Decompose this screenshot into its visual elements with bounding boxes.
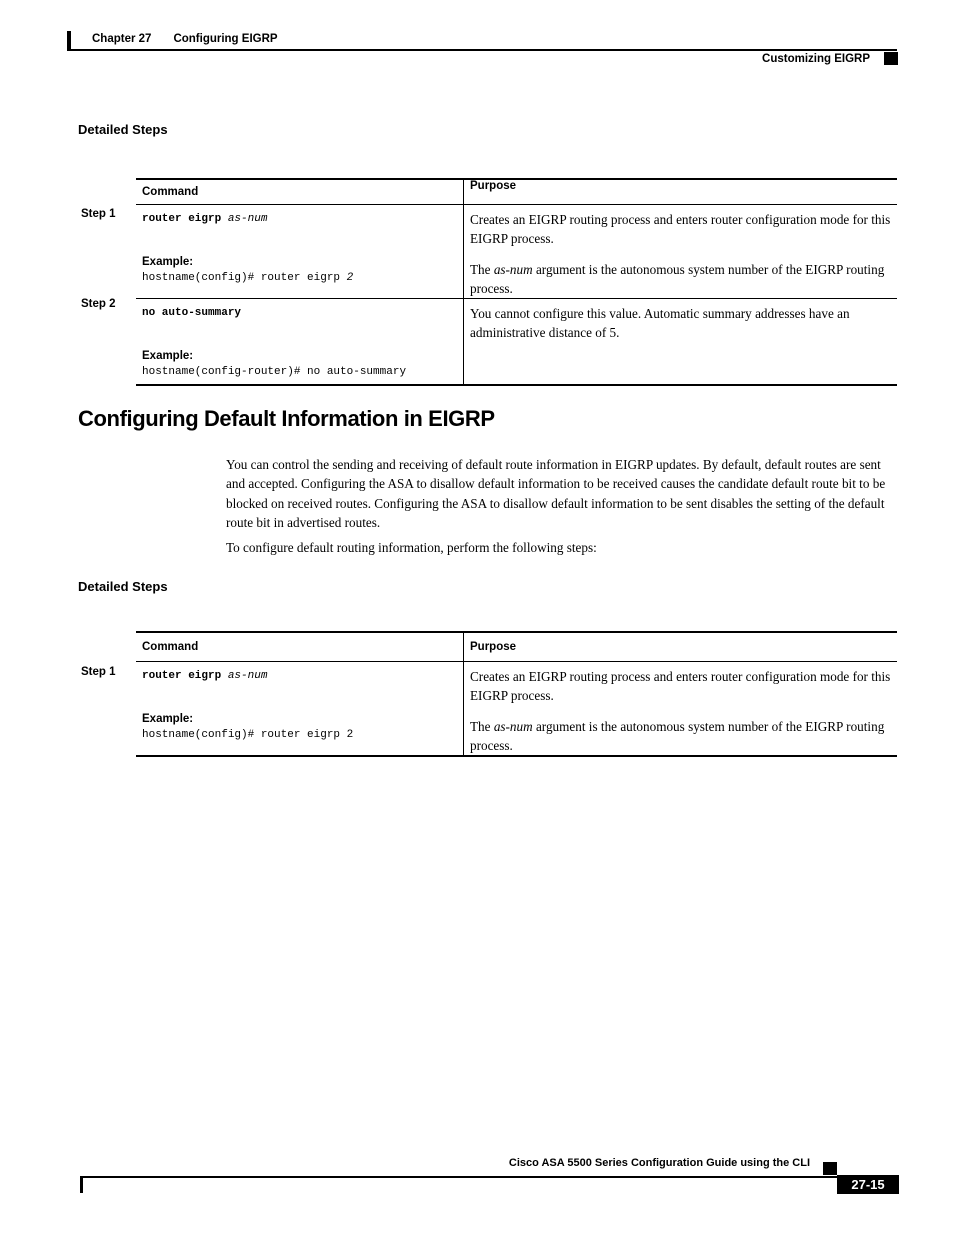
- step-label-2: Step 2: [81, 298, 116, 310]
- steps-table-2: [136, 631, 897, 757]
- column-header-command: Command: [136, 633, 463, 662]
- section-title: Configuring Default Information in EIGRP: [78, 406, 495, 431]
- purpose-text: The: [470, 261, 494, 277]
- example-code-text: hostname(config)# router eigrp 2: [142, 729, 354, 741]
- footer-rule: [80, 1176, 837, 1178]
- section-paragraph-2: To configure default routing information, perform the following steps:: [226, 540, 597, 555]
- page-number-box: 27-15: [837, 1175, 899, 1194]
- section-paragraph-1: You can control the sending and receiving of default route information in EIGRP updates. By default, default routes are sent and accepted. Configuring the ASA to disallow default information to be received causes the candidate default route bit to be blocked on received routes. Configuring the ASA to disallow default information to be sent disables the setting of the default route bit in advertised routes.: [226, 457, 886, 530]
- example-code: [142, 366, 457, 378]
- header-left-bar: [67, 31, 71, 50]
- footer-square-marker: [823, 1162, 837, 1175]
- purpose-paragraph: Creates an EIGRP routing process and enters router configuration mode for this EIGRP process.: [470, 212, 891, 247]
- command-keyword: router eigrp: [142, 213, 228, 225]
- purpose-text: The: [470, 718, 494, 734]
- command-keyword: no auto-summary: [142, 307, 242, 320]
- steps-table-1: [136, 178, 897, 386]
- example-code-arg: 2: [346, 272, 354, 284]
- example-label: Example:: [142, 713, 194, 725]
- command-syntax: [142, 213, 457, 225]
- column-header-command: Command: [136, 180, 463, 205]
- command-syntax: [142, 307, 457, 319]
- example-code-text: hostname(config-router)# no auto-summary: [142, 366, 407, 379]
- purpose-paragraph: [470, 717, 891, 756]
- table-row-command: [136, 662, 463, 755]
- example-code: [142, 272, 457, 284]
- purpose-paragraph: Creates an EIGRP routing process and enters router configuration mode for this EIGRP process.: [470, 669, 891, 704]
- table-row-purpose: [463, 662, 897, 755]
- chapter-label: Chapter 27: [92, 33, 152, 45]
- example-label: Example:: [142, 256, 194, 268]
- example-code-text: hostname(config)# router eigrp: [142, 272, 347, 284]
- command-argument: as-num: [227, 213, 268, 225]
- footer-left-bar: [80, 1176, 83, 1193]
- chapter-title: Configuring EIGRP: [173, 33, 278, 45]
- table-row-purpose: [463, 299, 897, 384]
- column-header-purpose: Purpose: [463, 180, 897, 205]
- example-label: Example:: [142, 350, 194, 363]
- purpose-argument: as-num: [493, 718, 533, 734]
- purpose-paragraph: You cannot configure this value. Automatic summary addresses have an administrative distance of 5.: [470, 306, 850, 341]
- command-keyword: router eigrp: [142, 670, 228, 682]
- table-row-command: [136, 299, 463, 384]
- header-chapter: [92, 33, 278, 45]
- detailed-steps-heading-1: Detailed Steps: [78, 122, 168, 137]
- purpose-text: argument is the autonomous system number of the EIGRP routing process.: [470, 718, 885, 753]
- command-argument: as-num: [227, 670, 268, 682]
- header-square-marker: [884, 52, 898, 65]
- table-row-command: [136, 205, 463, 299]
- table-row-purpose: [463, 205, 897, 299]
- header-section-title: Customizing EIGRP: [762, 53, 870, 65]
- column-header-purpose: Purpose: [463, 633, 897, 662]
- purpose-text: argument is the autonomous system number of the EIGRP routing process.: [470, 261, 885, 296]
- footer-book-title: Cisco ASA 5500 Series Configuration Guide using the CLI: [508, 1157, 810, 1169]
- purpose-argument: as-num: [493, 261, 533, 277]
- detailed-steps-heading-2: Detailed Steps: [78, 579, 168, 594]
- purpose-paragraph: [470, 260, 891, 299]
- step-label-1: Step 1: [81, 208, 116, 220]
- command-syntax: [142, 670, 457, 682]
- example-code: [142, 729, 457, 741]
- header-rule: [67, 49, 897, 51]
- step-label-1: Step 1: [81, 666, 116, 678]
